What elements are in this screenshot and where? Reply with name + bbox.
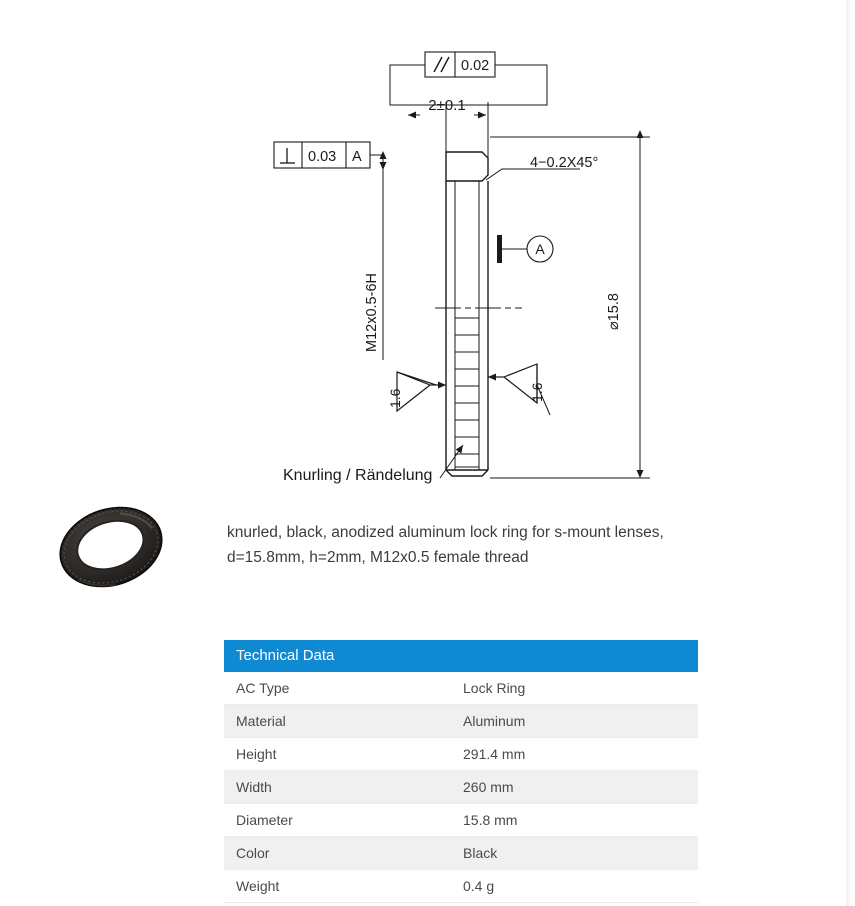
section-hatched-head [446,152,488,181]
surface-finish-right [488,364,550,415]
table-header-title: Technical Data [224,640,698,672]
technical-drawing [250,30,670,500]
row-value: 15.8 mm [451,804,698,837]
table-row [224,738,698,771]
technical-data-table [224,640,698,903]
product-description-line-2: d=15.8mm, h=2mm, M12x0.5 female thread [227,549,529,566]
datum-feature-a [497,235,553,263]
gdt-perpendicularity-frame [274,142,383,182]
product-description [227,520,817,570]
note-chamfer [486,155,598,180]
row-key: Color [224,837,451,870]
knurling-pattern [455,318,479,467]
gdt-perpendicularity-datum: A [352,149,362,165]
table-row [224,771,698,804]
table-row [224,672,698,705]
row-value: 260 mm [451,771,698,804]
row-key: Height [224,738,451,771]
table-body [224,672,698,903]
row-key: Weight [224,870,451,903]
table-row [224,804,698,837]
note-knurling [283,445,463,484]
row-key: Diameter [224,804,451,837]
datum-label: A [535,241,545,257]
dimension-thread [364,170,383,360]
datum-bar [497,235,502,263]
page-edge-shadow [846,0,855,906]
row-value: Aluminum [451,705,698,738]
row-value: Black [451,837,698,870]
gdt-perpendicularity-tolerance: 0.03 [308,149,337,165]
part-outline [446,152,488,476]
table-row [224,870,698,903]
dimension-thickness-label: 2±0.1 [428,97,466,114]
note-chamfer-label: 4−0.2X45° [530,155,599,171]
surface-finish-left-label: 1.6 [387,388,403,408]
surface-finish-right-label: 1.6 [529,382,545,402]
table-row [224,837,698,870]
row-key: AC Type [224,672,451,705]
row-value: 0.4 g [451,870,698,903]
gdt-parallelism-tolerance: 0.02 [461,58,490,74]
row-key: Material [224,705,451,738]
dimension-diameter [490,137,650,478]
table-header-row [224,640,698,672]
row-value: 291.4 mm [451,738,698,771]
dimension-thickness [408,97,488,170]
dimension-thread-label: M12x0.5-6H [364,273,380,352]
product-description-line-1: knurled, black, anodized aluminum lock ring for s-mount lenses, [227,524,664,541]
note-knurling-label: Knurling / Rändelung [283,467,433,484]
gdt-parallelism-frame [390,52,547,105]
row-value: Lock Ring [451,672,698,705]
dimension-diameter-label: ⌀15.8 [606,293,622,330]
product-photo-lock-ring [52,498,170,596]
table-row [224,705,698,738]
surface-finish-left [387,372,446,411]
row-key: Width [224,771,451,804]
